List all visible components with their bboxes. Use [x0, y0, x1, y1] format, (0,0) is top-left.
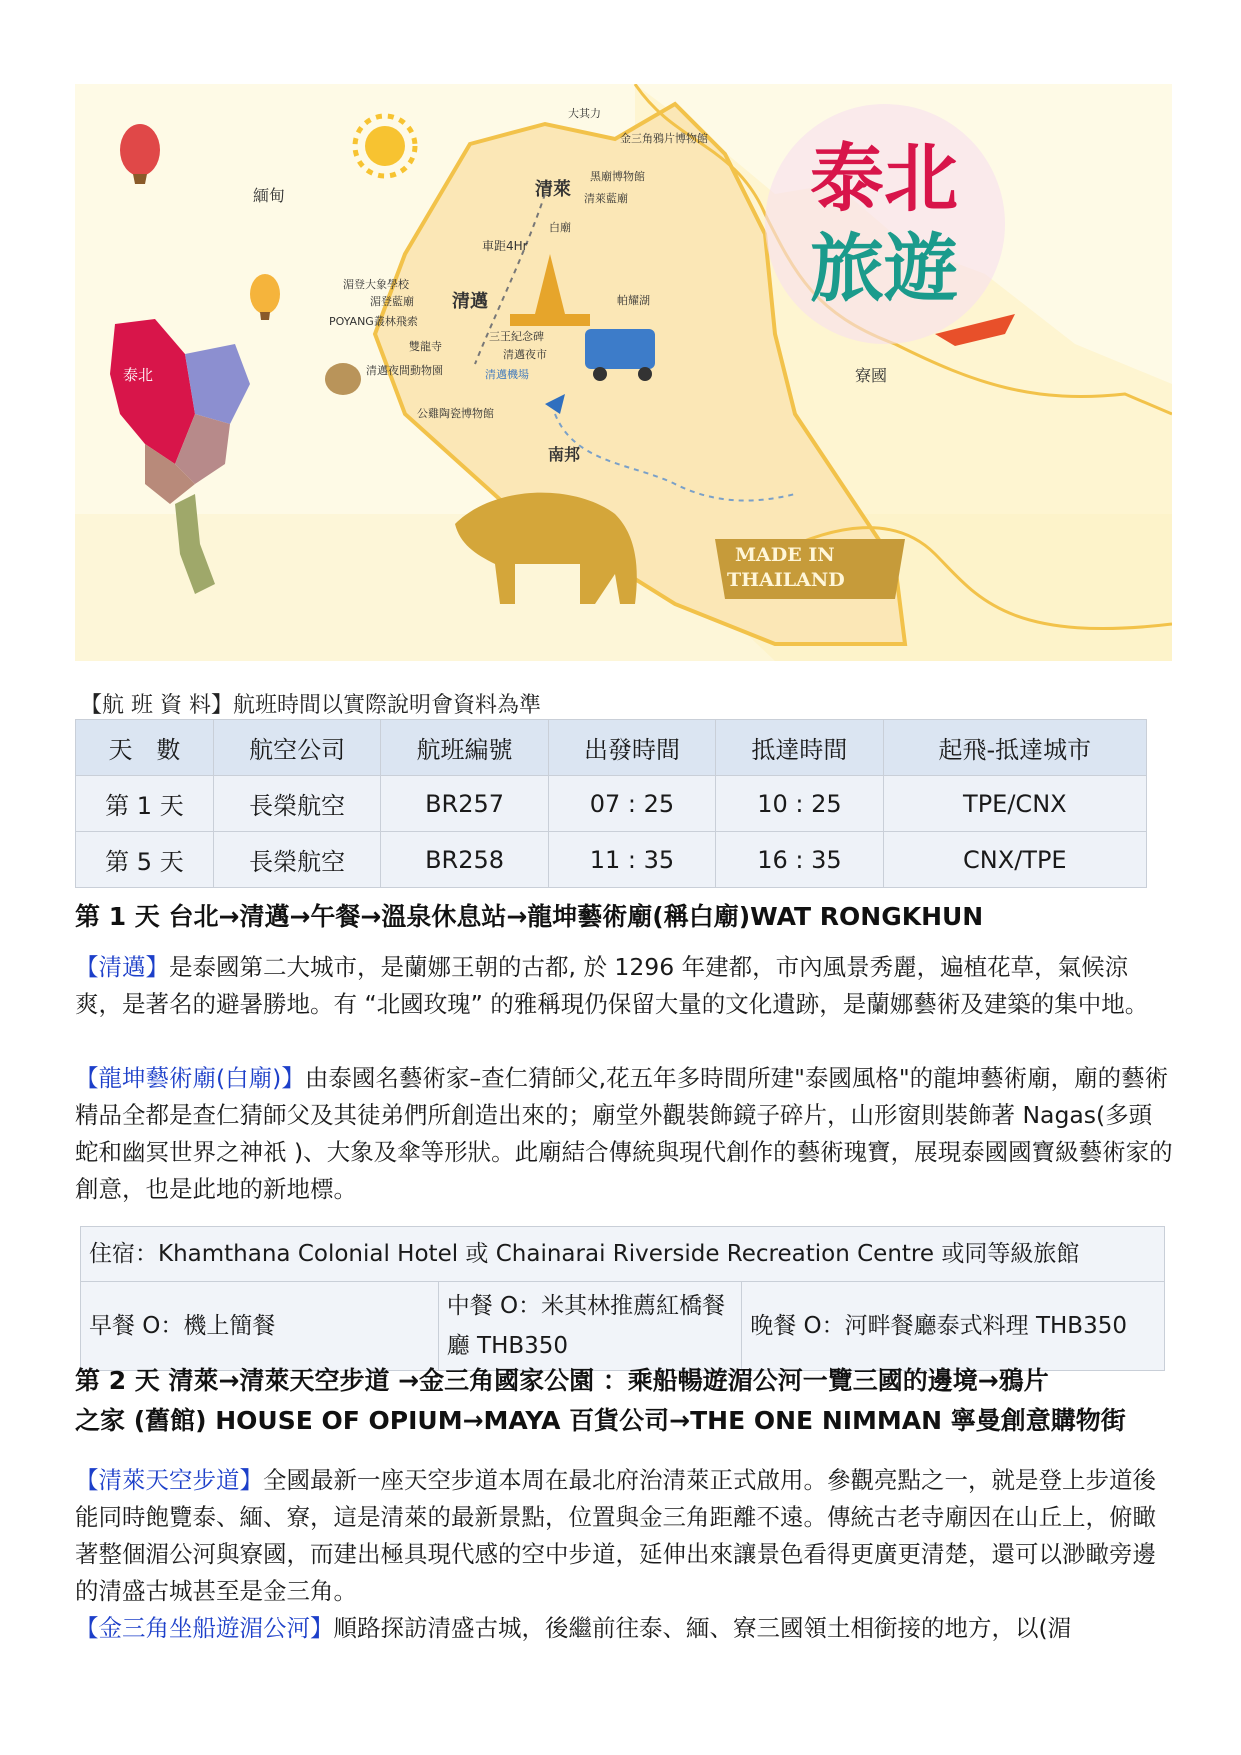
table-cell: 07 : 25 [548, 776, 715, 832]
header-cell: 天 數 [76, 720, 214, 776]
poi-label: 湄登大象學校 [343, 278, 409, 291]
day1-paragraph-white-temple [75, 1060, 1175, 1208]
header-cell: 出發時間 [548, 720, 715, 776]
header-cell: 航班編號 [381, 720, 548, 776]
table-cell: CNX/TPE [883, 832, 1146, 888]
flight-table [75, 719, 1147, 888]
table-cell: BR258 [381, 832, 548, 888]
thailand-text: THAILAND [727, 569, 845, 591]
day2-title-line2: 之家 (舊館) HOUSE OF OPIUM→MAYA 百貨公司→THE ONE NIMMAN 寧曼創意購物街 [75, 1406, 1126, 1435]
day2-paragraph-mekong [75, 1610, 1175, 1647]
poi-label: 白廟 [549, 221, 571, 234]
tag-mekong-cruise: 【金三角坐船遊湄公河】 [75, 1614, 334, 1642]
header-cell: 起飛-抵達城市 [883, 720, 1146, 776]
poi-label: 金三角鴉片博物館 [620, 132, 708, 145]
table-cell: 第 5 天 [76, 832, 214, 888]
day1-accommodation-meals-table [80, 1226, 1165, 1371]
flight-info-label: 【航 班 資 料】航班時間以實際說明會資料為準 [80, 693, 541, 718]
poi-label: 清邁機場 [485, 368, 529, 381]
label-north: 泰北 [123, 366, 154, 384]
label-myanmar: 緬甸 [253, 186, 286, 205]
table-cell: 10 : 25 [716, 776, 883, 832]
tag-chiangmai: 【清邁】 [75, 953, 169, 981]
day1-title: 第 1 天 台北→清邁→午餐→溫泉休息站→龍坤藝術廟(稱白廟)WAT RONGKHUN [75, 902, 984, 931]
hotel-cell: 住宿：Khamthana Colonial Hotel 或 Chainarai Riverside Recreation Centre 或同等級旅館 [81, 1227, 1165, 1282]
paragraph-text: 是泰國第二大城市，是蘭娜王朝的古都, 於 1296 年建都，市內風景秀麗，遍植花草，氣候涼爽，是著名的避暑勝地。有 “北國玫瑰” 的雅稱現仍保留大量的文化遺跡，是蘭娜藝術及建築的集中地。 [75, 953, 1149, 1018]
label-drive-time: 車距4Hr [482, 239, 528, 253]
poi-label: 黑廟博物館 [590, 170, 645, 183]
flight-table-header [76, 720, 1147, 776]
dinner-cell: 晚餐 O：河畔餐廳泰式料理 THB350 [742, 1282, 1165, 1371]
poi-label: 大其力 [568, 107, 601, 120]
paragraph-text: 由泰國名藝術家–查仁猜師父,花五年多時間所建"泰國風格"的龍坤藝術廟，廟的藝術精品全都是查仁猜師父及其徒弟們所創造出來的；廟堂外觀裝飾鏡子碎片，山形窗則裝飾著 Nagas(多頭蛇和幽冥世界之神祇 )、大象及傘等形狀。此廟結合傳統與現代創作的藝術瑰寶，展現泰國國寶級藝術家的創意，也是此地的新地標。 [75, 1064, 1173, 1203]
day2-paragraph-skywalk [75, 1462, 1175, 1610]
table-cell: 16 : 35 [716, 832, 883, 888]
header-cell: 抵達時間 [716, 720, 883, 776]
poi-label: 雙龍寺 [409, 340, 442, 353]
monkey-icon [325, 363, 361, 395]
day1-paragraph-chiangmai [75, 949, 1175, 1023]
hot-air-balloon-icon [250, 274, 280, 314]
thailand-map-banner [75, 84, 1172, 661]
table-row [81, 1227, 1165, 1282]
poi-label: 清邁夜市 [503, 348, 547, 361]
poi-label: 三王紀念碑 [489, 330, 544, 343]
table-row [76, 832, 1147, 888]
table-cell: 第 1 天 [76, 776, 214, 832]
label-lampang: 南邦 [548, 445, 581, 464]
table-cell: TPE/CNX [883, 776, 1146, 832]
label-laos: 寮國 [855, 366, 888, 385]
poi-label: 清萊藍廟 [584, 192, 628, 205]
day2-title-line1: 第 2 天 清萊→清萊天空步道 →金三角國家公園 ：乘船暢遊湄公河一覽三國的邊境→鴉片 [75, 1366, 1049, 1395]
sun-icon [365, 126, 405, 166]
poi-label: 湄登藍廟 [370, 295, 414, 308]
table-row [81, 1282, 1165, 1371]
table-cell: 11 : 35 [548, 832, 715, 888]
poi-label: 公雞陶瓷博物館 [417, 407, 494, 420]
tag-white-temple: 【龍坤藝術廟(白廟)】 [75, 1064, 305, 1092]
hot-air-balloon-icon [120, 124, 160, 176]
table-cell: BR257 [381, 776, 548, 832]
banner-title-line1: 泰北 [810, 136, 958, 222]
poi-label: 帕耀湖 [617, 294, 650, 307]
made-in-text: MADE IN [735, 544, 835, 566]
poi-label: 清邁夜間動物園 [366, 364, 443, 377]
banner-title-line2: 旅遊 [810, 226, 958, 312]
table-cell: 長榮航空 [213, 832, 380, 888]
lunch-cell: 中餐 O：米其林推薦紅橋餐廳 THB350 [438, 1282, 742, 1371]
header-cell: 航空公司 [213, 720, 380, 776]
label-chiangmai: 清邁 [452, 291, 488, 312]
table-row [76, 776, 1147, 832]
breakfast-cell: 早餐 O：機上簡餐 [81, 1282, 439, 1371]
paragraph-text: 順路探訪清盛古城，後繼前往泰、緬、寮三國領土相銜接的地方，以(湄 [333, 1614, 1072, 1642]
map-illustration [75, 84, 1172, 661]
tuk-tuk-icon [585, 329, 655, 369]
table-cell: 長榮航空 [213, 776, 380, 832]
paragraph-text: 全國最新一座天空步道本周在最北府治清萊正式啟用。參觀亮點之一，就是登上步道後能同時飽覽泰、緬、寮，這是清萊的最新景點，位置與金三角距離不遠。傳統古老寺廟因在山丘上，俯瞰著整個湄公河與寮國，而建出極具現代感的空中步道，延伸出來讓景色看得更廣更清楚，還可以渺瞰旁邊的清盛古城甚至是金三角。 [75, 1466, 1156, 1605]
label-chiangrai: 清萊 [535, 179, 571, 200]
poi-label: POYANG叢林飛索 [329, 315, 418, 328]
tag-skywalk: 【清萊天空步道】 [75, 1466, 263, 1494]
